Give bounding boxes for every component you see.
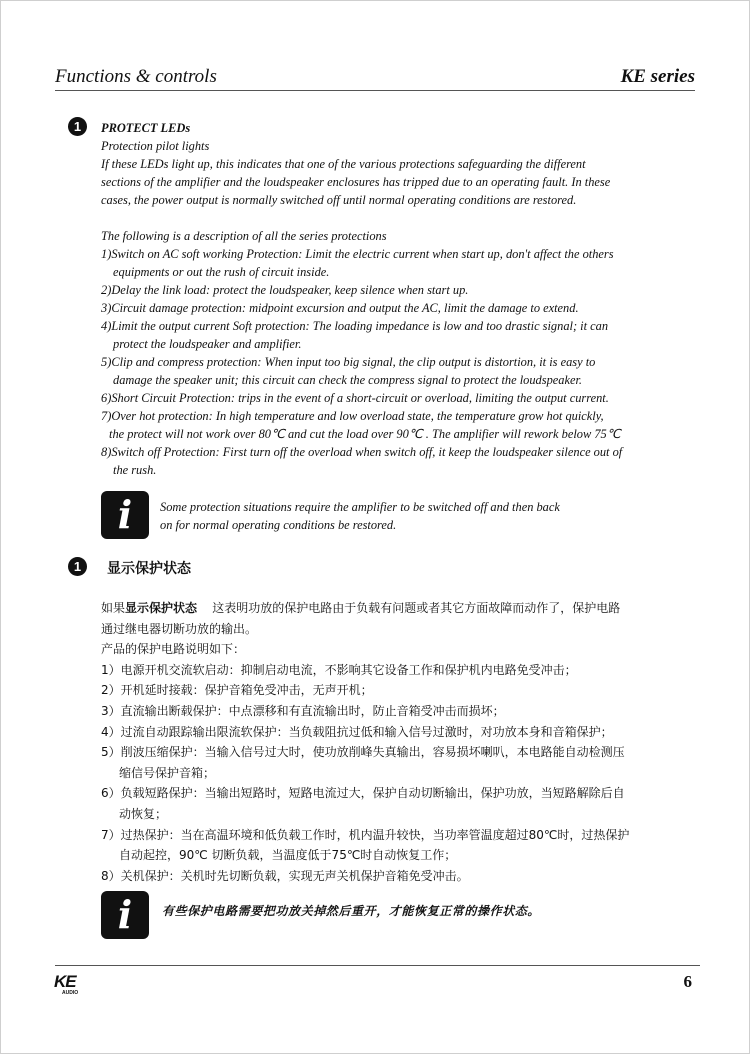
section-number-badge: 1 [68, 117, 87, 136]
cn-intro-prefix: 如果 [101, 601, 126, 615]
list-intro: The following is a description of all the series protections [101, 229, 387, 243]
list-item-continuation: equipments or out the rush of circuit inside. [113, 265, 330, 279]
cn-list-item-continuation: 动恢复； [119, 806, 168, 821]
list-item: 6)Short Circuit Protection: trips in the event of a short-circuit or overload, limiting the output current. [101, 391, 609, 405]
header-series: KE series [620, 66, 695, 87]
info-icon: i [101, 491, 149, 539]
header-title: Functions & controls [55, 66, 217, 87]
brand-logo-subtext: AUDIO [62, 990, 79, 996]
list-item: 5)Clip and compress protection: When input too big signal, the clip output is distortion, it is easy to [101, 355, 596, 369]
section-heading: PROTECT LEDs [101, 121, 191, 135]
intro-line: sections of the amplifier and the loudspeaker enclosures has tripped due to an operating fault. In these [101, 175, 611, 189]
page-number: 6 [683, 972, 692, 991]
brand-logo: KE [54, 972, 76, 991]
info-icon: i [101, 891, 149, 939]
cn-list-item: 3）直流输出断载保护：中点漂移和有直流输出时，防止音箱受冲击而损坏； [101, 703, 505, 718]
page-header [55, 66, 695, 91]
list-item: 1)Switch on AC soft working Protection: Limit the electric current when start up, don't affect the others [101, 247, 614, 261]
list-item-continuation: damage the speaker unit; this circuit can check the compress signal to protect the loudspeaker. [113, 373, 583, 387]
list-item: 4)Limit the output current Soft protection: The loading impedance is low and too drastic signal; it can [101, 319, 609, 333]
cn-list-item-continuation: 缩信号保护音箱； [119, 765, 216, 780]
cn-list-item: 1）电源开机交流软启动：抑制启动电流，不影响其它设备工作和保护机内电路免受冲击； [101, 662, 577, 677]
cn-list-item: 2）开机延时接载：保护音箱免受冲击，无声开机； [101, 683, 373, 698]
footer-divider [55, 965, 700, 966]
cn-list-item: 8）关机保护：关机时先切断负载，实现无声关机保护音箱免受冲击。 [101, 868, 469, 883]
list-item: 2)Delay the link load: protect the loudspeaker, keep silence when start up. [101, 283, 469, 297]
chinese-section [101, 598, 629, 886]
intro-line: cases, the power output is normally switched off until normal operating conditions are restored. [101, 193, 577, 207]
list-item-continuation: the rush. [113, 463, 157, 477]
note-line: Some protection situations require the amplifier to be switched off and then back [160, 500, 560, 514]
cn-intro-line: 通过继电器切断功放的输出。 [101, 621, 258, 636]
section-subheading: Protection pilot lights [101, 139, 210, 153]
intro-line: If these LEDs light up, this indicates that one of the various protections safeguarding the different [101, 157, 586, 171]
note-line: on for normal operating conditions be restored. [160, 518, 397, 532]
english-note [160, 498, 560, 534]
cn-list-item-continuation: 自动起控，90℃ 切断负载，当温度低于75℃时自动恢复工作； [119, 848, 457, 863]
cn-list-intro: 产品的保护电路说明如下： [101, 642, 246, 657]
cn-list-item: 4）过流自动跟踪输出限流软保护：当负载阻抗过低和输入信号过激时，对功放本身和音箱保护； [101, 724, 613, 739]
cn-list-item: 5）削波压缩保护：当输入信号过大时，使功放削峰失真输出，容易损坏喇叭，本电路能自动检测压 [101, 745, 625, 760]
cn-list-item: 7）过热保护：当在高温环境和低负载工作时，机内温升较快，当功率管温度超过80℃时，过热保护 [101, 827, 630, 842]
list-item: 7)Over hot protection: In high temperature and low overload state, the temperature grow hot quickly, [101, 409, 604, 423]
section-number-badge: 1 [68, 557, 87, 576]
list-item: 8)Switch off Protection: First turn off the overload when switch off, it keep the loudspeaker silence out of [101, 445, 623, 459]
list-item-continuation: the protect will not work over 80℃ and cut the load over 90℃ . The amplifier will rework below 75℃ [109, 427, 621, 441]
cn-list-item: 6）负载短路保护：当输出短路时，短路电流过大，保护自动切断输出，保护功放，当短路解除后自 [101, 786, 625, 801]
cn-intro-rest: 这表明功放的保护电路由于负载有问题或者其它方面故障而动作了，保护电路 [197, 601, 621, 615]
list-item-continuation: protect the loudspeaker and amplifier. [113, 337, 302, 351]
chinese-note: 有些保护电路需要把功放关掉然后重开，才能恢复正常的操作状态。 [162, 904, 541, 918]
list-item: 3)Circuit damage protection: midpoint excursion and output the AC, limit the damage to extend. [101, 301, 579, 315]
chinese-heading: 显示保护状态 [107, 561, 191, 577]
cn-intro-bold: 显示保护状态 [125, 601, 198, 615]
english-section [101, 119, 622, 479]
